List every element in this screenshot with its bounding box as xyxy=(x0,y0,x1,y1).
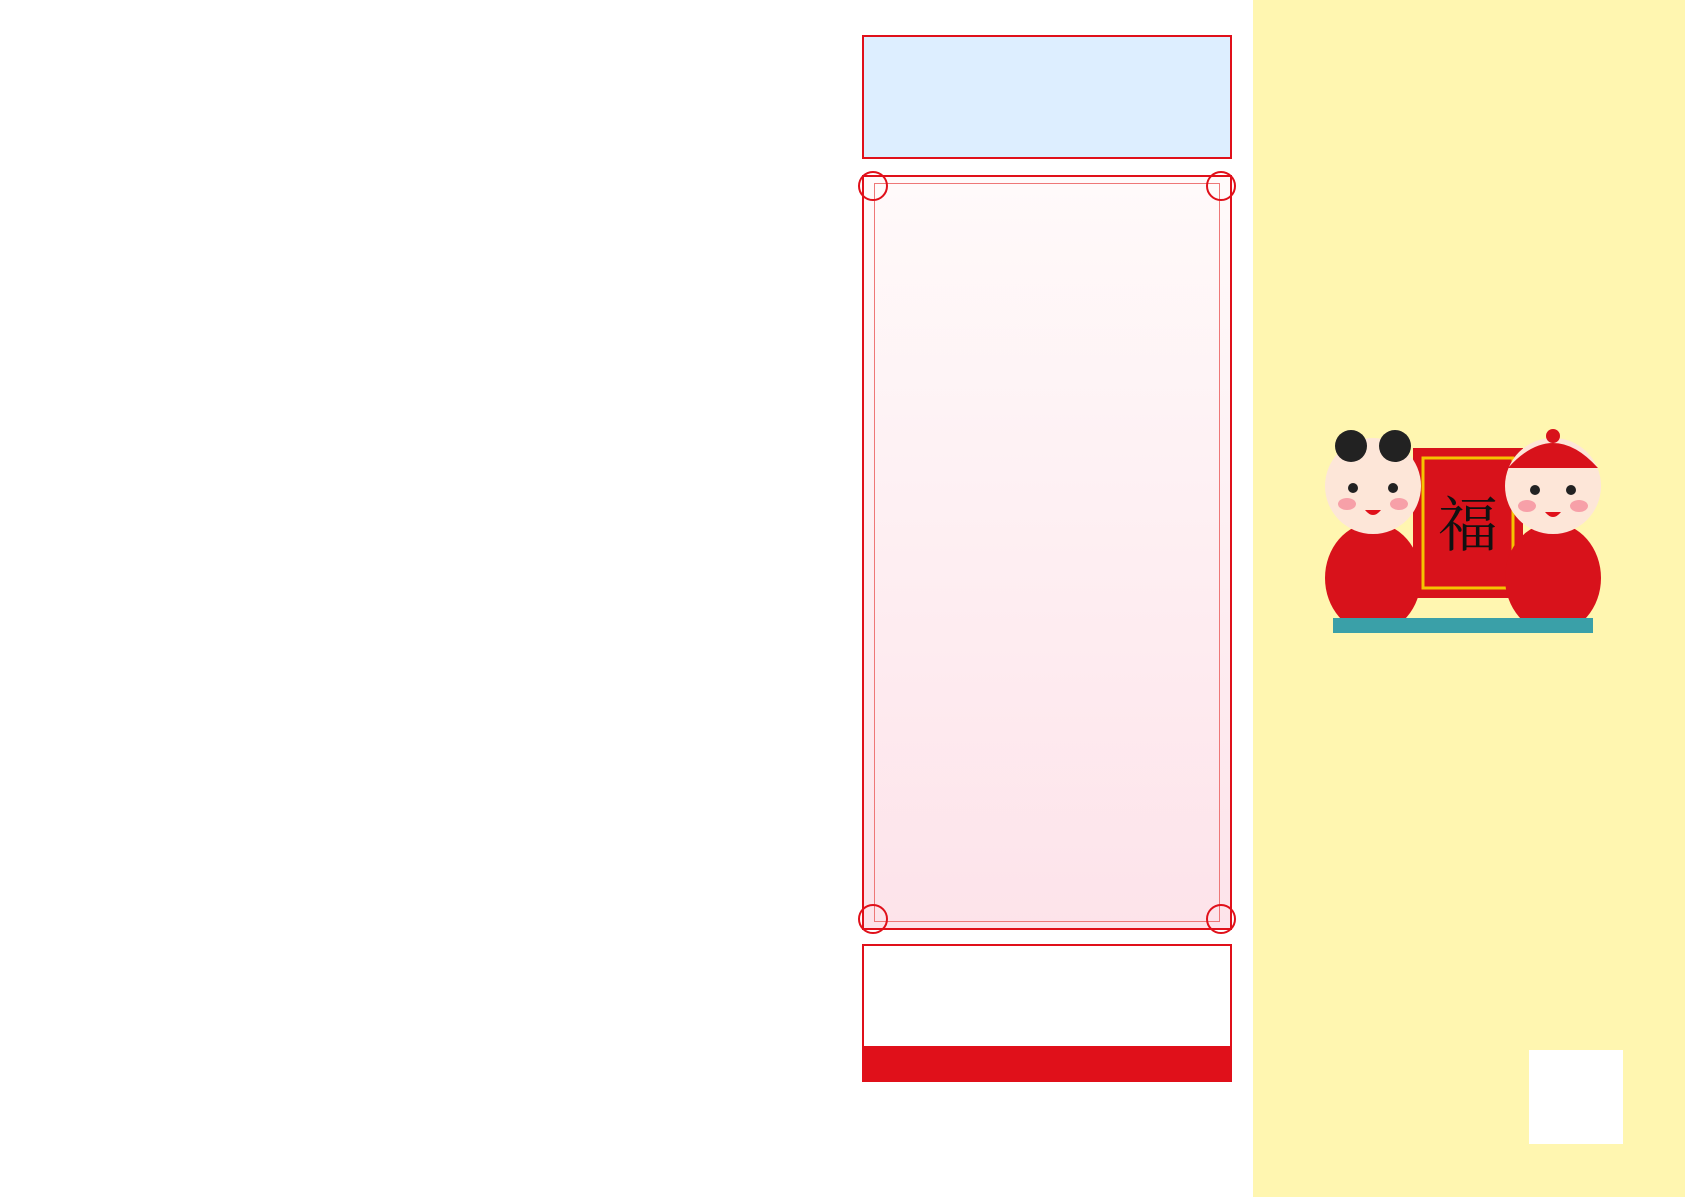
ornament-corner-icon xyxy=(1206,904,1236,934)
ornament-corner-icon xyxy=(1206,171,1236,201)
ornament-corner-icon xyxy=(858,171,888,201)
kids-meals-box xyxy=(862,35,1232,159)
qr-code-icon[interactable] xyxy=(1529,1050,1623,1144)
ornament-corner-icon xyxy=(858,904,888,934)
svg-text:福: 福 xyxy=(1438,491,1498,561)
chinese-children-illustration xyxy=(1313,428,1613,633)
set-meals-inner xyxy=(874,183,1220,922)
allergy-warning xyxy=(864,1046,1230,1080)
allergy-box xyxy=(862,944,1232,1082)
brand-panel xyxy=(1253,0,1685,1197)
menu-column-specials xyxy=(862,35,1232,1090)
set-meals-box xyxy=(862,175,1232,930)
